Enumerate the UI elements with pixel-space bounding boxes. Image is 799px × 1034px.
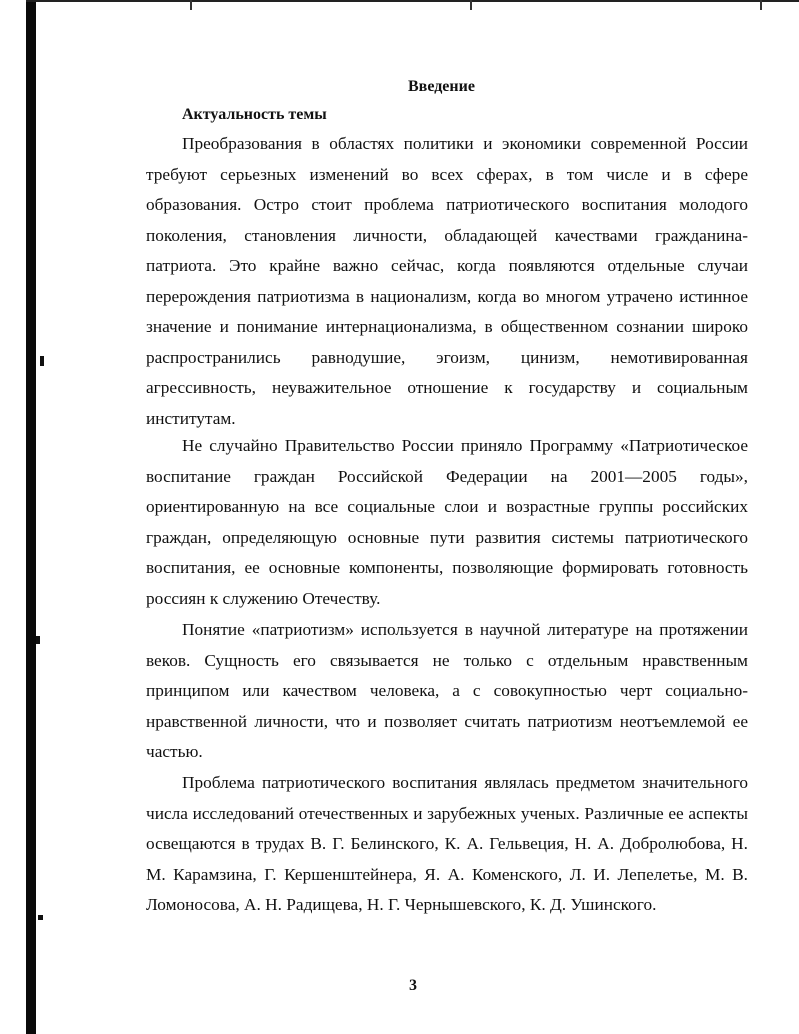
scan-edge-bar	[26, 0, 36, 1034]
scan-speck	[36, 636, 40, 644]
scan-top-edge	[26, 0, 799, 2]
scan-tick	[470, 0, 472, 10]
page-number: 3	[409, 977, 417, 994]
paragraph: Не случайно Правительство России приняло Программу «Патриотическое воспитание граждан Российской Федерации на 2001—2005 годы», ориентированную на все социальные слои и возрастные группы российских граждан, определяющую основные пути развития системы патриотического воспитания, ее основные компоненты, позволяющие формировать готовность россиян к служению Отечеству.	[146, 436, 748, 608]
scan-speck	[40, 356, 44, 366]
section-title: Введение	[408, 78, 475, 95]
scan-speck	[38, 915, 43, 920]
paragraph: Преобразования в областях политики и экономики современной России требуют серьезных изменений во всех сферах, в том числе и в сфере образования. Остро стоит проблема патриотического воспитания молодого поколения, становления личности, обладающей качествами гражданина-патриота. Это крайне важно сейчас, когда появляются отдельные случаи перерождения патриотизма в национализм, когда во многом утрачено истинное значение и понимание интернационализма, в общественном сознании широко распространились равнодушие, эгоизм, цинизм, немотивированная агрессивность, неуважительное отношение к государству и социальным институтам.	[146, 134, 748, 428]
scan-tick	[190, 0, 192, 10]
paragraph: Понятие «патриотизм» используется в научной литературе на протяжении веков. Сущность его связывается не только с отдельным нравственным принципом или качеством человека, а с совокупностью черт социально-нравственной личности, что и позволяет считать патриотизм неотъемлемой ее частью.	[146, 620, 748, 761]
scan-tick	[760, 0, 762, 10]
paragraph: Проблема патриотического воспитания являлась предметом значительного числа исследований отечественных и зарубежных ученых. Различные ее аспекты освещаются в трудах В. Г. Белинского, К. А. Гельвеция, Н. А. Добролюбова, Н. М. Карамзина, Г. Кершенштейнера, Я. А. Коменского, Л. И. Лепелетье, М. В. Ломоносова, А. Н. Радищева, Н. Г. Чернышевского, К. Д. Ушинского.	[146, 773, 748, 914]
section-subtitle: Актуальность темы	[182, 106, 327, 123]
